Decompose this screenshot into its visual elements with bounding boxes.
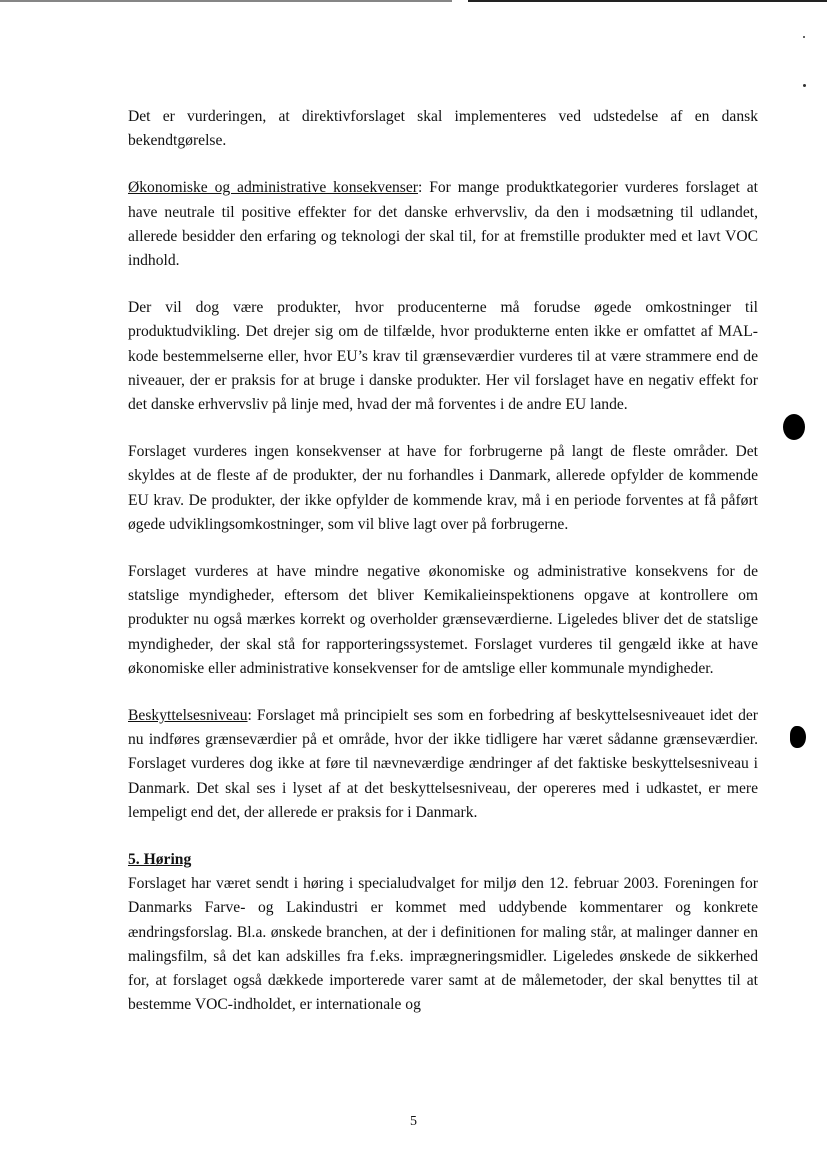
top-edge-line bbox=[468, 0, 827, 2]
paragraph-text: Forslaget vurderes ingen konsekvenser at have for forbrugerne på langt de fleste områder. Det skyldes at de fleste af de produkter, der nu forhandles i Danmark, allerede opfylder de kommende EU krav. De produkter, der ikke opfylder de kommende krav, må i en periode forventes at få påført øgede udviklingsomkostninger, som vil blive lagt over på forbrugerne. bbox=[128, 443, 758, 533]
paragraph-lead: Beskyttelsesniveau bbox=[128, 707, 248, 725]
paragraph bbox=[128, 296, 758, 417]
scan-speck bbox=[803, 84, 806, 87]
scan-speck bbox=[803, 36, 805, 38]
paragraph-text: Det er vurderingen, at direktivforslaget skal implementeres ved udstedelse af en dansk bekendtgørelse. bbox=[128, 108, 758, 150]
section-paragraph: Forslaget har været sendt i høring i specialudvalget for miljø den 12. februar 2003. Foreningen for Danmarks Farve- og Lakindustri er kommet med uddybende kommentarer og konkrete ændringsforslag. Bl.a. ønskede branchen, at der i definitionen for maling står, at malinger danner en malingsfilm, så det kan adskilles fra f.eks. imprægneringsmidler. Ligeledes ønskede de sikkerhed for, at forslaget også dækkede importerede varer samt at de målemetoder, der skal benyttes til at bestemme VOC-indholdet, er internationale og bbox=[128, 875, 758, 1014]
page-number: 5 bbox=[410, 1114, 417, 1129]
paragraph bbox=[128, 440, 758, 537]
punch-hole bbox=[790, 726, 806, 748]
document-body bbox=[128, 105, 758, 1041]
paragraph-text: Forslaget vurderes at have mindre negative økonomiske og administrative konsekvens for de statslige myndigheder, eftersom det bliver Kemikalieinspektionens opgave at kontrollere om produkter nu også mærkes korrekt og overholder grænseværdierne. Ligeledes bliver det de statslige myndigheder, der skal stå for rapporteringssystemet. Forslaget vurderes til gengæld ikke at have økonomiske eller administrative konsekvenser for de amtslige eller kommunale myndigheder. bbox=[128, 563, 758, 677]
paragraph bbox=[128, 105, 758, 153]
section-heading: 5. Høring bbox=[128, 851, 192, 869]
paragraph-economic-consequences bbox=[128, 176, 758, 273]
paragraph-protection-level bbox=[128, 704, 758, 825]
top-edge-line bbox=[0, 0, 452, 2]
paragraph bbox=[128, 560, 758, 681]
paragraph-lead: Økonomiske og administrative konsekvenser bbox=[128, 179, 418, 197]
paragraph-text: Der vil dog være produkter, hvor producenterne må forudse øgede omkostninger til produktudvikling. Det drejer sig om de tilfælde, hvor produkterne enten ikke er omfattet af MAL-kode bestemmelserne eller, hvor EU’s krav til grænseværdier vurderes til at være strammere end de niveauer, der er praksis for at bruge i danske produkter. Her vil forslaget have en negativ effekt for det danske erhvervsliv på linje med, hvad der må forventes i de andre EU lande. bbox=[128, 299, 758, 414]
paragraph-text: : For mange produktkategorier vurderes forslaget at have neutrale til positive effekter for det danske erhvervsliv, da den i modsætning til udlandet, allerede besidder den erfaring og teknologi der skal til, for at fremstille produkter med et lavt VOC indhold. bbox=[128, 179, 758, 270]
paragraph-text: : Forslaget må principielt ses som en forbedring af beskyttelsesniveauet idet der nu indføres grænseværdier på et område, hvor der ikke tidligere har været sådanne grænseværdier. Forslaget vurderes dog ikke at føre til nævneværdige ændringer af det faktiske beskyttelsesniveau i Danmark. Det skal ses i lyset af at det beskyttelsesniveau, der opereres med i udkastet, er mere lempeligt end det, der allerede er praksis for i Danmark. bbox=[128, 707, 758, 821]
punch-hole bbox=[783, 414, 805, 440]
